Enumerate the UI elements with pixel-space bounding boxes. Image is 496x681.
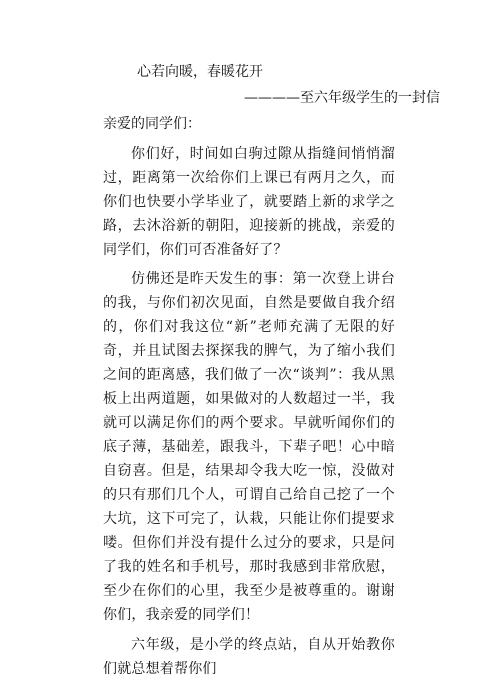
greeting: 亲爱的同学们： xyxy=(103,116,201,132)
letter-subtitle: ————至六年级学生的一封信 xyxy=(244,90,440,106)
paragraph-3: 六年级，是小学的终点站，自从开始教你们就总想着帮你们 xyxy=(103,637,395,677)
letter-body xyxy=(103,108,395,681)
paragraph-2: 仿佛还是昨天发生的事：第一次登上讲台的我，与你们初次见面，自然是要做自我介绍的，你们对我这位“新”老师充满了无限的好奇，并且试图去探探我的脾气，为了缩小我们之间的距离感，我们做了一次“谈判”：我从黑板上出两道题，如果做对的人数超过一半，我就可以满足你们的两个要求。早就听闻你们的底子薄，基础差，跟我斗，下辈子吧！心中暗自窃喜。但是，结果却令我大吃一惊，没做对的只有那们几个人，可谓自己给自己挖了一个大坑，这下可完了，认栽，只能让你们提要求喽。但你们并没有提什么过分的要求，只是问了我的姓名和手机号，那时我感到非常欣慰，至少在你们的心里，我至少是被尊重的。谢谢你们，我亲爱的同学们！ xyxy=(103,271,395,623)
paragraph-1: 你们好，时间如白驹过隙从指缝间悄悄溜过，距离第一次给你们上课已有两月之久，而你们也快要小学毕业了，就要踏上新的求学之路，去沐浴新的朝阳，迎接新的挑战，亲爱的同学们，你们可否准备好了？ xyxy=(103,146,395,258)
letter-title: 心若向暖，春暖花开 xyxy=(137,64,263,80)
